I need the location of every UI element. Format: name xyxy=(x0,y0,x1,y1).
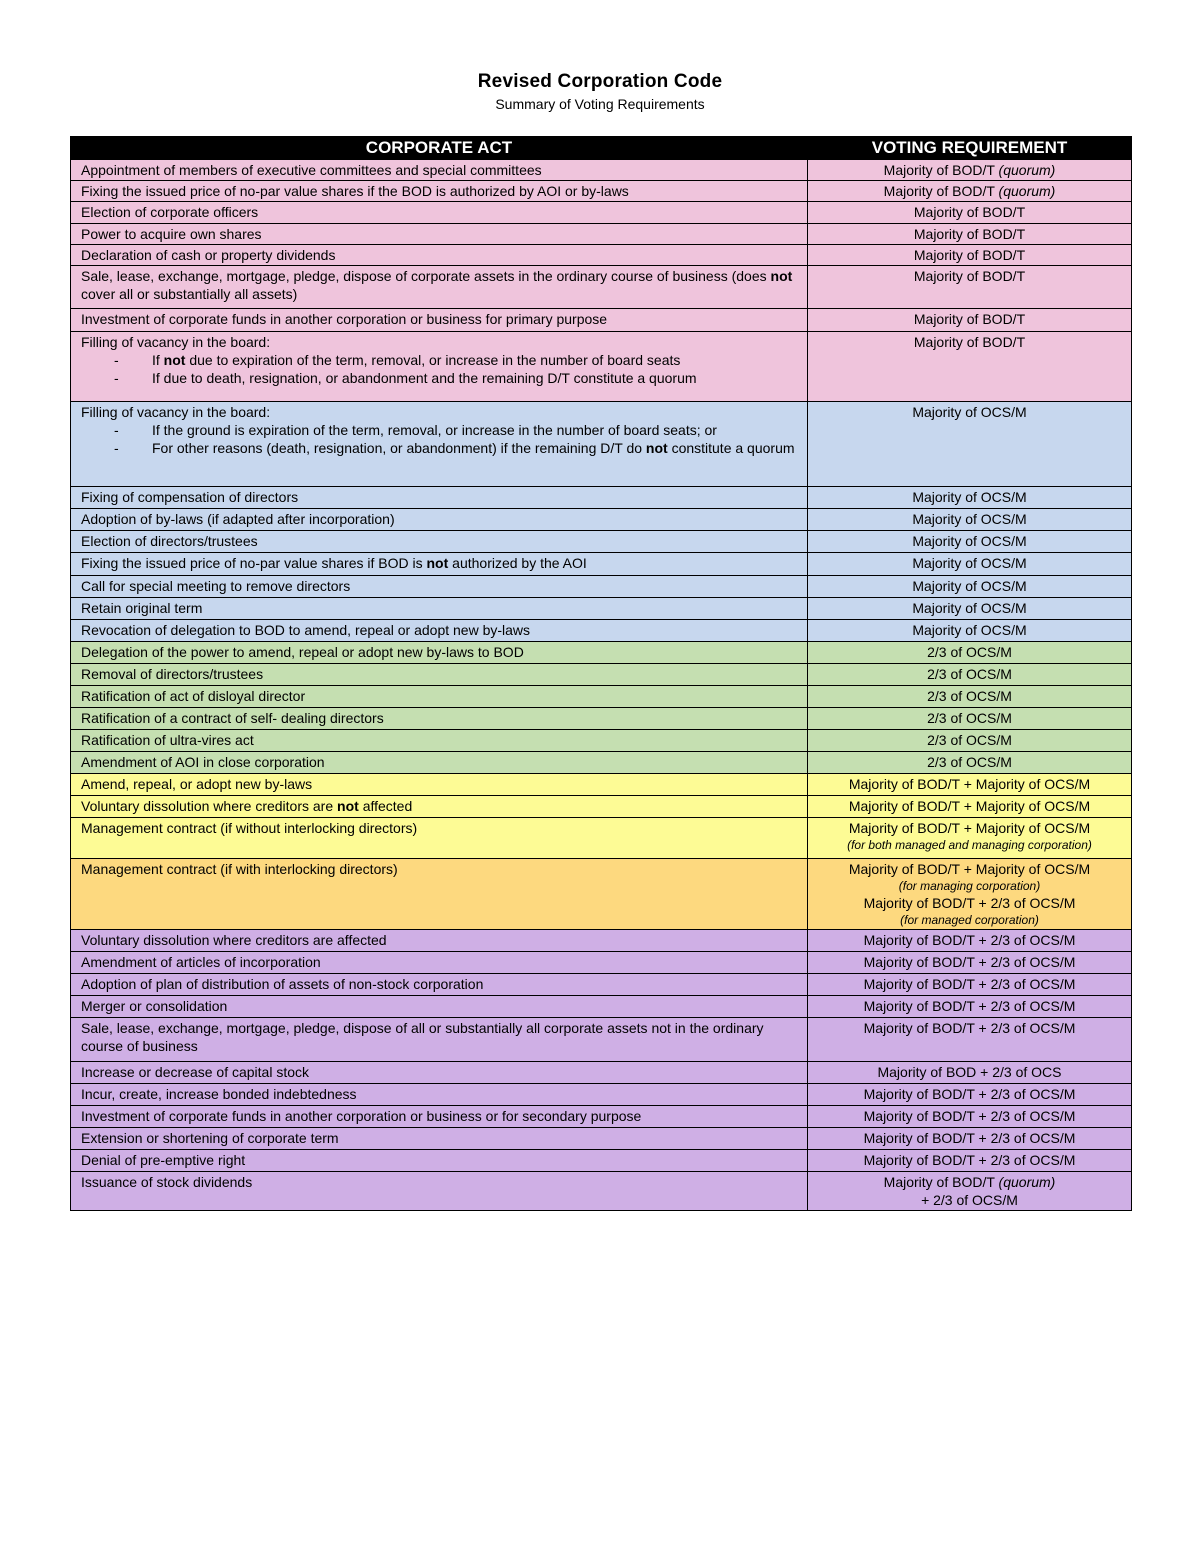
corporate-act-text: Sale, lease, exchange, mortgage, pledge, dispose of all or substantially all corporate assets not in the ordinary course of business xyxy=(81,1020,764,1054)
requirement-line-2: + 2/3 of OCS/M xyxy=(921,1192,1018,1208)
table-row xyxy=(71,818,1132,859)
requirement-line xyxy=(812,775,1127,793)
requirement-line xyxy=(812,709,1127,727)
requirement-text: Majority of BOD/T + 2/3 of OCS/M xyxy=(863,1152,1076,1168)
requirement-second-note: (for managed corporation) xyxy=(900,913,1039,927)
sub-item-lead: If xyxy=(152,352,160,368)
table-row xyxy=(71,774,1132,796)
sub-item-text xyxy=(152,439,795,457)
table-row xyxy=(71,996,1132,1018)
table-row xyxy=(71,245,1132,266)
requirement-text: Majority of BOD/T xyxy=(883,162,995,178)
corporate-act-cell xyxy=(71,818,808,859)
table-row xyxy=(71,642,1132,664)
corporate-act-cell xyxy=(71,553,808,576)
table-row xyxy=(71,1172,1132,1211)
corporate-act-cell xyxy=(71,796,808,818)
document-title: Revised Corporation Code xyxy=(477,71,723,92)
requirement-line xyxy=(812,753,1127,771)
voting-requirement-cell xyxy=(808,730,1132,752)
requirement-text: 2/3 of OCS/M xyxy=(927,688,1012,704)
corporate-act-cell xyxy=(71,730,808,752)
requirement-text: Majority of BOD/T + 2/3 of OCS/M xyxy=(863,1020,1076,1036)
sub-item-text xyxy=(152,421,717,439)
table-row xyxy=(71,930,1132,952)
corporate-act-cell xyxy=(71,160,808,181)
corporate-act-cell xyxy=(71,996,808,1018)
table-row xyxy=(71,509,1132,531)
corporate-act-text: Declaration of cash or property dividends xyxy=(81,247,336,263)
voting-requirement-cell xyxy=(808,686,1132,708)
requirement-text: Majority of OCS/M xyxy=(912,622,1027,638)
corporate-act-cell xyxy=(71,642,808,664)
voting-requirement-cell xyxy=(808,752,1132,774)
voting-requirement-cell xyxy=(808,332,1132,402)
voting-requirement-cell xyxy=(808,402,1132,487)
voting-requirement-cell xyxy=(808,1150,1132,1172)
requirement-line xyxy=(812,1151,1127,1169)
requirement-text: 2/3 of OCS/M xyxy=(927,754,1012,770)
requirement-line xyxy=(812,931,1127,949)
requirement-line xyxy=(812,953,1127,971)
sub-item xyxy=(81,421,797,439)
requirement-text: Majority of BOD/T + Majority of OCS/M xyxy=(848,798,1091,814)
table-row xyxy=(71,708,1132,730)
requirement-quorum: (quorum) xyxy=(998,162,1056,178)
requirement-line xyxy=(812,731,1127,749)
table-row xyxy=(71,752,1132,774)
voting-requirement-cell xyxy=(808,487,1132,509)
requirement-line xyxy=(812,225,1127,243)
requirement-line xyxy=(812,1107,1127,1125)
requirement-line xyxy=(812,1063,1127,1081)
table-row xyxy=(71,1128,1132,1150)
voting-requirement-cell xyxy=(808,818,1132,859)
voting-requirement-cell xyxy=(808,859,1132,930)
corporate-act-text: Management contract (if with interlocking directors) xyxy=(81,861,398,877)
requirement-text: Majority of BOD/T + 2/3 of OCS/M xyxy=(863,998,1076,1014)
corporate-act-text: Fixing the issued price of no-par value shares if the BOD is authorized by AOI or by-laws xyxy=(81,183,629,199)
dash-marker: - xyxy=(114,352,119,368)
requirement-text: Majority of BOD + 2/3 of OCS xyxy=(877,1064,1062,1080)
voting-requirement-cell xyxy=(808,774,1132,796)
corporate-act-text: Voluntary dissolution where creditors are affected xyxy=(81,932,387,948)
requirement-text: Majority of OCS/M xyxy=(912,533,1027,549)
table-row xyxy=(71,332,1132,402)
requirement-quorum: (quorum) xyxy=(998,183,1056,199)
voting-requirement-cell xyxy=(808,974,1132,996)
corporate-act-cell xyxy=(71,1106,808,1128)
requirement-note: (for managing corporation) xyxy=(898,879,1041,893)
dash-marker: - xyxy=(114,440,119,456)
corporate-act-text: Investment of corporate funds in another corporation or business for primary purpose xyxy=(81,311,608,327)
dash-marker: - xyxy=(114,370,119,386)
voting-requirement-cell xyxy=(808,160,1132,181)
voting-requirement-cell xyxy=(808,708,1132,730)
sub-item-lead: If due to death, resignation, or abandonment and the remaining D/T constitute a quorum xyxy=(152,370,697,386)
sub-item-text xyxy=(152,369,697,387)
requirement-line xyxy=(812,1085,1127,1103)
requirement-text: 2/3 of OCS/M xyxy=(927,732,1012,748)
requirement-line xyxy=(812,621,1127,639)
table-row xyxy=(71,402,1132,487)
requirement-text: Majority of BOD/T + 2/3 of OCS/M xyxy=(863,954,1076,970)
requirement-line xyxy=(812,643,1127,661)
voting-requirement-cell xyxy=(808,576,1132,598)
table-row xyxy=(71,664,1132,686)
voting-requirements-table xyxy=(70,136,1132,1211)
sub-item-rest: due to expiration of the term, removal, or increase in the number of board seats xyxy=(189,352,681,368)
requirement-text: Majority of OCS/M xyxy=(912,578,1027,594)
requirement-line xyxy=(812,203,1127,221)
table-row xyxy=(71,859,1132,930)
corporate-act-cell xyxy=(71,245,808,266)
requirement-line xyxy=(812,997,1127,1015)
requirement-text: Majority of OCS/M xyxy=(912,489,1027,505)
table-row xyxy=(71,1150,1132,1172)
requirement-text: 2/3 of OCS/M xyxy=(927,710,1012,726)
corporate-act-text: Election of directors/trustees xyxy=(81,533,258,549)
requirement-line xyxy=(812,1173,1127,1191)
corporate-act-cell xyxy=(71,1172,808,1211)
corporate-act-cell xyxy=(71,598,808,620)
requirement-text: Majority of BOD/T + 2/3 of OCS/M xyxy=(863,1108,1076,1124)
sub-item-rest: constitute a quorum xyxy=(671,440,795,456)
table-row xyxy=(71,598,1132,620)
requirement-line xyxy=(812,1019,1127,1037)
corporate-act-text: Revocation of delegation to BOD to amend, repeal or adopt new by-laws xyxy=(81,622,531,638)
requirement-line xyxy=(812,1129,1127,1147)
voting-requirement-cell xyxy=(808,1172,1132,1211)
corporate-act-cell xyxy=(71,309,808,332)
corporate-act-text: Sale, lease, exchange, mortgage, pledge, dispose of corporate assets in the ordinary course of business (does xyxy=(81,268,767,284)
corporate-act-text: Investment of corporate funds in another corporation or business or for secondary purpose xyxy=(81,1108,642,1124)
requirement-line xyxy=(812,577,1127,595)
corporate-act-text-cont: authorized by the AOI xyxy=(452,555,587,571)
table-row xyxy=(71,730,1132,752)
column-header-voting-requirement: VOTING REQUIREMENT xyxy=(808,137,1132,160)
requirement-line xyxy=(812,333,1127,351)
corporate-act-text: Call for special meeting to remove directors xyxy=(81,578,351,594)
corporate-act-text: Removal of directors/trustees xyxy=(81,666,264,682)
column-header-corporate-act: CORPORATE ACT xyxy=(71,137,808,160)
corporate-act-cell xyxy=(71,859,808,930)
requirement-text: Majority of BOD/T + Majority of OCS/M xyxy=(848,776,1091,792)
corporate-act-cell xyxy=(71,224,808,245)
sub-item-text xyxy=(152,351,680,369)
corporate-act-cell xyxy=(71,952,808,974)
requirement-text: Majority of BOD/T + 2/3 of OCS/M xyxy=(863,976,1076,992)
sub-item-lead: For other reasons (death, resignation, or abandonment) if the remaining D/T do xyxy=(152,440,643,456)
requirement-text: Majority of BOD/T + 2/3 of OCS/M xyxy=(863,1086,1076,1102)
corporate-act-cell xyxy=(71,1062,808,1084)
corporate-act-cell xyxy=(71,664,808,686)
table-row xyxy=(71,952,1132,974)
sub-item-emphasis: not xyxy=(645,440,668,456)
voting-requirement-cell xyxy=(808,664,1132,686)
voting-requirement-cell xyxy=(808,1084,1132,1106)
corporate-act-cell xyxy=(71,974,808,996)
voting-requirement-cell xyxy=(808,531,1132,553)
voting-requirement-cell xyxy=(808,266,1132,309)
requirement-line xyxy=(812,403,1127,421)
voting-requirement-cell xyxy=(808,245,1132,266)
requirement-text: Majority of BOD/T + 2/3 of OCS/M xyxy=(863,1130,1076,1146)
corporate-act-cell xyxy=(71,620,808,642)
requirement-line xyxy=(812,665,1127,683)
requirement-text: 2/3 of OCS/M xyxy=(927,644,1012,660)
voting-requirement-cell xyxy=(808,202,1132,224)
requirement-line xyxy=(812,975,1127,993)
voting-requirement-cell xyxy=(808,509,1132,531)
voting-requirement-cell xyxy=(808,598,1132,620)
requirement-line xyxy=(812,310,1127,328)
table-row xyxy=(71,553,1132,576)
requirement-text: Majority of BOD/T xyxy=(913,268,1026,284)
requirement-text: Majority of OCS/M xyxy=(912,555,1027,571)
table-row xyxy=(71,266,1132,309)
corporate-act-text: Ratification of ultra-vires act xyxy=(81,732,254,748)
table-header-row xyxy=(71,137,1132,160)
corporate-act-cell xyxy=(71,332,808,402)
table-row xyxy=(71,1062,1132,1084)
requirement-text: Majority of OCS/M xyxy=(912,404,1027,420)
corporate-act-text: Power to acquire own shares xyxy=(81,226,262,242)
voting-requirement-cell xyxy=(808,224,1132,245)
voting-requirement-cell xyxy=(808,620,1132,642)
requirement-line xyxy=(812,819,1127,837)
corporate-act-text: Ratification of act of disloyal director xyxy=(81,688,306,704)
corporate-act-text: Election of corporate officers xyxy=(81,204,259,220)
requirement-line xyxy=(812,599,1127,617)
corporate-act-cell xyxy=(71,181,808,202)
corporate-act-text: Incur, create, increase bonded indebtedness xyxy=(81,1086,357,1102)
corporate-act-cell xyxy=(71,402,808,487)
sub-item xyxy=(81,351,797,369)
voting-requirement-cell xyxy=(808,1018,1132,1062)
corporate-act-cell xyxy=(71,531,808,553)
corporate-act-cell xyxy=(71,487,808,509)
voting-requirement-cell xyxy=(808,181,1132,202)
requirement-note: (for both managed and managing corporation) xyxy=(847,838,1092,852)
corporate-act-text: Fixing of compensation of directors xyxy=(81,489,299,505)
requirement-text: Majority of BOD/T xyxy=(913,311,1026,327)
requirement-line xyxy=(812,510,1127,528)
sub-item xyxy=(81,439,797,457)
sub-item xyxy=(81,369,797,387)
corporate-act-text: Retain original term xyxy=(81,600,203,616)
sub-item-emphasis: not xyxy=(163,352,186,368)
requirement-line xyxy=(812,161,1127,179)
table-row xyxy=(71,487,1132,509)
voting-requirement-cell xyxy=(808,796,1132,818)
corporate-act-emphasis: not xyxy=(770,268,793,284)
dash-marker: - xyxy=(114,422,119,438)
voting-requirement-cell xyxy=(808,1062,1132,1084)
document-header xyxy=(0,70,1200,114)
table-body xyxy=(71,160,1132,1211)
corporate-act-text: Adoption of by-laws (if adapted after incorporation) xyxy=(81,511,395,527)
corporate-act-text: Increase or decrease of capital stock xyxy=(81,1064,310,1080)
table-row xyxy=(71,531,1132,553)
requirement-line xyxy=(812,246,1127,264)
corporate-act-emphasis: not xyxy=(337,798,359,814)
corporate-act-text: Extension or shortening of corporate term xyxy=(81,1130,339,1146)
requirement-line xyxy=(812,532,1127,550)
requirement-text: Majority of BOD/T xyxy=(913,247,1026,263)
requirement-text: Majority of BOD/T xyxy=(913,204,1026,220)
corporate-act-cell xyxy=(71,686,808,708)
corporate-act-text: Fixing the issued price of no-par value shares if BOD is xyxy=(81,555,423,571)
voting-requirement-cell xyxy=(808,996,1132,1018)
corporate-act-text: Amendment of articles of incorporation xyxy=(81,954,321,970)
corporate-act-cell xyxy=(71,752,808,774)
requirement-text: Majority of BOD/T xyxy=(883,1174,995,1190)
corporate-act-cell xyxy=(71,266,808,309)
corporate-act-text: Amendment of AOI in close corporation xyxy=(81,754,325,770)
corporate-act-cell xyxy=(71,930,808,952)
corporate-act-emphasis: not xyxy=(426,555,449,571)
table-row xyxy=(71,160,1132,181)
requirement-second: Majority of BOD/T + 2/3 of OCS/M xyxy=(863,895,1076,911)
requirement-text: Majority of BOD/T + Majority of OCS/M xyxy=(848,861,1091,877)
corporate-act-text: Appointment of members of executive committees and special committees xyxy=(81,162,542,178)
table-row xyxy=(71,181,1132,202)
requirement-text: Majority of BOD/T + 2/3 of OCS/M xyxy=(863,932,1076,948)
table-row xyxy=(71,202,1132,224)
voting-requirement-cell xyxy=(808,930,1132,952)
voting-requirement-cell xyxy=(808,1128,1132,1150)
corporate-act-text-cont: cover all or substantially all assets) xyxy=(81,286,298,302)
requirement-line xyxy=(812,687,1127,705)
requirement-line xyxy=(812,488,1127,506)
corporate-act-text: Adoption of plan of distribution of assets of non-stock corporation xyxy=(81,976,484,992)
corporate-act-cell xyxy=(71,1128,808,1150)
corporate-act-cell xyxy=(71,774,808,796)
corporate-act-text: Denial of pre-emptive right xyxy=(81,1152,246,1168)
voting-requirement-cell xyxy=(808,309,1132,332)
table-row xyxy=(71,1106,1132,1128)
corporate-act-text-cont: affected xyxy=(362,798,413,814)
requirement-text: Majority of BOD/T + Majority of OCS/M xyxy=(848,820,1091,836)
corporate-act-text: Ratification of a contract of self- dealing directors xyxy=(81,710,384,726)
table-row xyxy=(71,224,1132,245)
document-subtitle: Summary of Voting Requirements xyxy=(495,96,705,112)
corporate-act-cell xyxy=(71,1018,808,1062)
table-row xyxy=(71,686,1132,708)
table-row xyxy=(71,309,1132,332)
voting-requirement-cell xyxy=(808,553,1132,576)
requirement-quorum: (quorum) xyxy=(998,1174,1056,1190)
requirement-text: Majority of OCS/M xyxy=(912,600,1027,616)
requirement-text: Majority of BOD/T xyxy=(883,183,995,199)
table-row xyxy=(71,1018,1132,1062)
requirement-line xyxy=(812,182,1127,200)
voting-requirement-cell xyxy=(808,642,1132,664)
corporate-act-text: Filling of vacancy in the board: xyxy=(81,404,271,420)
corporate-act-text: Management contract (if without interlocking directors) xyxy=(81,820,418,836)
table-row xyxy=(71,620,1132,642)
corporate-act-cell xyxy=(71,202,808,224)
requirement-line xyxy=(812,267,1127,285)
corporate-act-text: Filling of vacancy in the board: xyxy=(81,334,271,350)
corporate-act-cell xyxy=(71,576,808,598)
sub-item-lead: If the ground is expiration of the term, removal, or increase in the number of board seats; or xyxy=(152,422,717,438)
requirement-text: Majority of OCS/M xyxy=(912,511,1027,527)
corporate-act-cell xyxy=(71,509,808,531)
corporate-act-text: Merger or consolidation xyxy=(81,998,228,1014)
requirement-line xyxy=(812,797,1127,815)
corporate-act-text: Amend, repeal, or adopt new by-laws xyxy=(81,776,313,792)
table-row xyxy=(71,1084,1132,1106)
requirement-text: Majority of BOD/T xyxy=(913,334,1026,350)
voting-requirement-cell xyxy=(808,952,1132,974)
requirement-line xyxy=(812,860,1127,878)
corporate-act-cell xyxy=(71,1084,808,1106)
corporate-act-text: Voluntary dissolution where creditors are xyxy=(81,798,334,814)
corporate-act-text: Delegation of the power to amend, repeal or adopt new by-laws to BOD xyxy=(81,644,524,660)
table-row xyxy=(71,576,1132,598)
table-row xyxy=(71,974,1132,996)
corporate-act-text: Issuance of stock dividends xyxy=(81,1174,253,1190)
corporate-act-cell xyxy=(71,1150,808,1172)
table-row xyxy=(71,796,1132,818)
voting-requirement-cell xyxy=(808,1106,1132,1128)
requirement-text: 2/3 of OCS/M xyxy=(927,666,1012,682)
requirement-line xyxy=(812,554,1127,572)
requirement-text: Majority of BOD/T xyxy=(913,226,1026,242)
corporate-act-cell xyxy=(71,708,808,730)
